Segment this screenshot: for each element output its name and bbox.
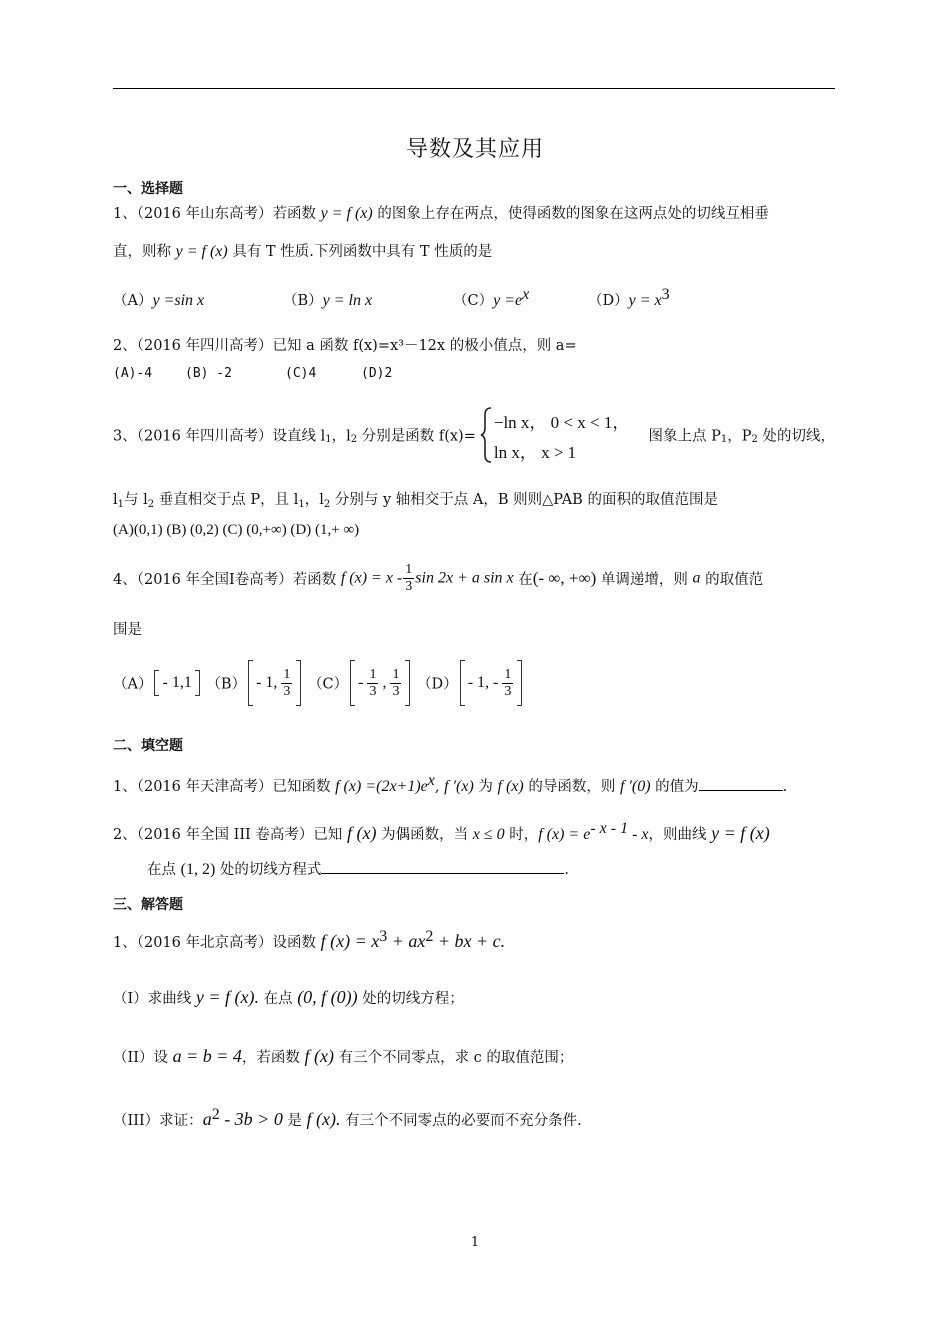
f2-line2: 在点 (1, 2) 处的切线方程式 .	[147, 861, 569, 878]
answer-blank[interactable]	[699, 776, 783, 791]
q4-option-a-interval: - 1,1	[154, 670, 199, 696]
q1-option-c: $(C)y =e^x$	[453, 286, 530, 309]
a1-part3: （III）求证：$a^2 - 3b > 0$ 是 f (x). 有三个不同零点的必要而不充分条件.	[113, 1106, 582, 1129]
section-heading-solve: 三、解答题	[113, 897, 183, 913]
q2-option-d: (D)2	[361, 366, 393, 381]
q2-option-a: (A)-4	[113, 366, 153, 381]
a1-part1: （I）求曲线 y = f (x). 在点 (0, f (0)) 处的切线方程；	[113, 987, 464, 1007]
q1-line2: 直，则称 y = f (x) 具有 T 性质.下列函数中具有 T 性质的是	[113, 243, 493, 260]
q4-option-a-label: （A）	[113, 676, 153, 693]
piecewise-function	[480, 406, 640, 464]
q4-line1: 4、（2016 年全国Ⅰ卷高考）若函数 f (x) = x - $\frac{1}{3}$ sin 2x + a sin x 在(- ∞, +∞) 单调递增，则 a 的取值范	[113, 562, 764, 594]
f2-line1: 2、（2016 年全国 III 卷高考）已知 f (x) 为偶函数，当 x ≤ 0 时，f $(x) = e^{- x - 1} - x$，则曲线 y = f (x)	[113, 820, 770, 843]
q1-option-d: $(D)y = x^3$	[588, 286, 670, 309]
piecewise-case-1: −ln x， 0 < x < 1，	[493, 413, 630, 432]
a1-part2: （II）设 a = b = 4，若函数 f (x) 有三个不同零点，求 c 的取值范围；	[113, 1046, 574, 1066]
page-title: 导数及其应用	[405, 137, 544, 162]
q1-options	[113, 286, 670, 310]
answer-blank[interactable]	[321, 859, 564, 874]
q3-line2: $l_1$与 $l_2$ 垂直相交于点 P，且 $l_1$，$l_2$ 分别与 y 轴相交于点 A，B 则则△PAB 的面积的取值范围是	[113, 492, 718, 510]
q1-option-b: （B）y = ln x	[283, 292, 373, 309]
q2-option-b: (B) -2	[185, 366, 232, 381]
a1-line: 1、（2016 年北京高考）设函数 f $(x) = x^3 + ax^2$ + bx + c.	[113, 928, 506, 951]
q4-option-d-interval: - 1, - $\frac{1}{3}$	[460, 660, 523, 706]
q4-option-b-interval: - 1, $\frac{1}{3}$	[248, 660, 301, 706]
q4-option-c-interval: - $\frac{1}{3}$ , $\frac{1}{3}$	[350, 660, 410, 706]
q3-line1: 3、（2016 年四川高考）设直线 $l_1$，$l_2$ 分别是函数 f(x)= −ln x， 0 < x < 1， ln x， x > 1 图象上点 $P_1$，$P_2$ 处的切线，	[113, 406, 835, 464]
q3-options: (A)(0,1) (B) (0,2) (C) (0,+∞) (D) (1,+ ∞)	[113, 522, 360, 538]
q1-option-a: （A）y =sin x	[113, 292, 205, 309]
q4-options	[113, 660, 524, 706]
q4-option-d-label: （D）	[417, 676, 458, 693]
q2-option-c: (C)4	[285, 366, 317, 381]
piecewise-case-2: ln x， x > 1	[493, 443, 577, 462]
q2-options	[113, 366, 392, 381]
header-rule	[113, 88, 835, 89]
q4-line2: 围是	[113, 622, 142, 638]
page-number: 1	[470, 1235, 480, 1250]
section-heading-choice: 一、选择题	[113, 181, 183, 197]
fraction-one-third: $\frac{1}{3}$	[405, 562, 413, 594]
section-heading-fill: 二、填空题	[113, 738, 183, 754]
q2-text: 2、（2016 年四川高考）已知 a 函数 f(x)=x³－12x 的极小值点，则 a=	[113, 338, 577, 354]
f1-line: 1、（2016 年天津高考）已知函数 f $(x) =(2x+1)e^x$, f ′(x) 为 f (x) 的导函数，则 f ′(0) 的值为 .	[113, 772, 788, 795]
q1-line1: 1、（2016 年山东高考）若函数 y = f (x) 的图象上存在两点，使得函数的图象在这两点处的切线互相垂	[113, 205, 769, 222]
q4-option-b-label: （B）	[206, 676, 247, 693]
brace-icon	[480, 406, 494, 464]
q4-option-c-label: （C）	[308, 676, 349, 693]
